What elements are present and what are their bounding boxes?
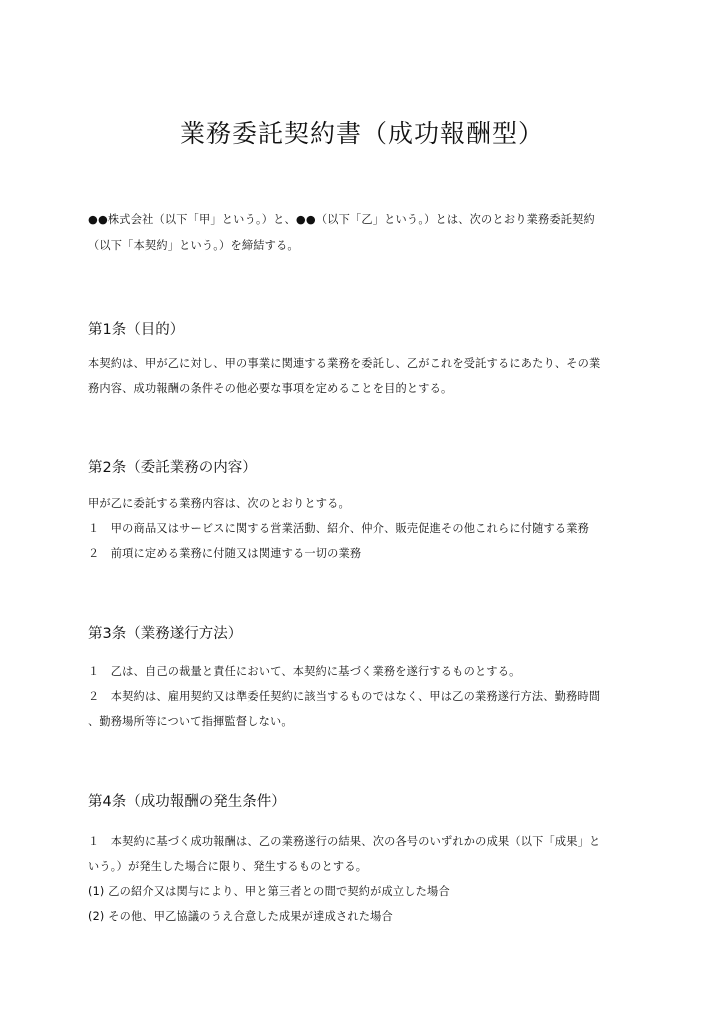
article-1-line: 本契約は、甲が乙に対し、甲の事業に関連する業務を委託し、乙がこれを受託するにあたり、その業 <box>88 357 601 370</box>
article-4-line: １ 本契約に基づく成功報酬は、乙の業務遂行の結果、次の各号のいずれかの成果（以下「成果」と <box>88 835 601 848</box>
article-1-heading: 第1条（目的） <box>88 322 185 338</box>
preamble-line: ●●株式会社（以下「甲」という。）と、●●（以下「乙」という。）とは、次のとおり業務委託契約 <box>88 213 595 226</box>
article-4-line: いう。）が発生した場合に限り、発生するものとする。 <box>88 860 368 873</box>
article-2-line: ２ 前項に定める業務に付随又は関連する一切の業務 <box>88 547 362 560</box>
article-3-line: ２ 本契約は、雇用契約又は準委任契約に該当するものではなく、甲は乙の業務遂行方法、勤務時間 <box>88 690 601 703</box>
article-2-line: 甲が乙に委託する業務内容は、次のとおりとする。 <box>88 497 350 510</box>
article-4-line: (2) その他、甲乙協議のうえ合意した成果が達成された場合 <box>88 910 393 923</box>
article-3-line: １ 乙は、自己の裁量と責任において、本契約に基づく業務を遂行するものとする。 <box>88 665 521 678</box>
article-1-line: 務内容、成功報酬の条件その他必要な事項を定めることを目的とする。 <box>88 382 453 395</box>
article-2-line: １ 甲の商品又はサービスに関する営業活動、紹介、仲介、販売促進その他これらに付随する業務 <box>88 522 590 535</box>
article-4-line: (1) 乙の紹介又は関与により、甲と第三者との間で契約が成立した場合 <box>88 885 450 898</box>
document-title: 業務委託契約書（成功報酬型） <box>179 119 544 148</box>
article-3-line: 、勤務場所等について指揮監督しない。 <box>88 715 293 728</box>
preamble-line: （以下「本契約」という。）を締結する。 <box>88 239 299 252</box>
article-3-heading: 第3条（業務遂行方法） <box>88 626 243 642</box>
article-4-heading: 第4条（成功報酬の発生条件） <box>88 794 286 810</box>
article-2-heading: 第2条（委託業務の内容） <box>88 460 257 476</box>
